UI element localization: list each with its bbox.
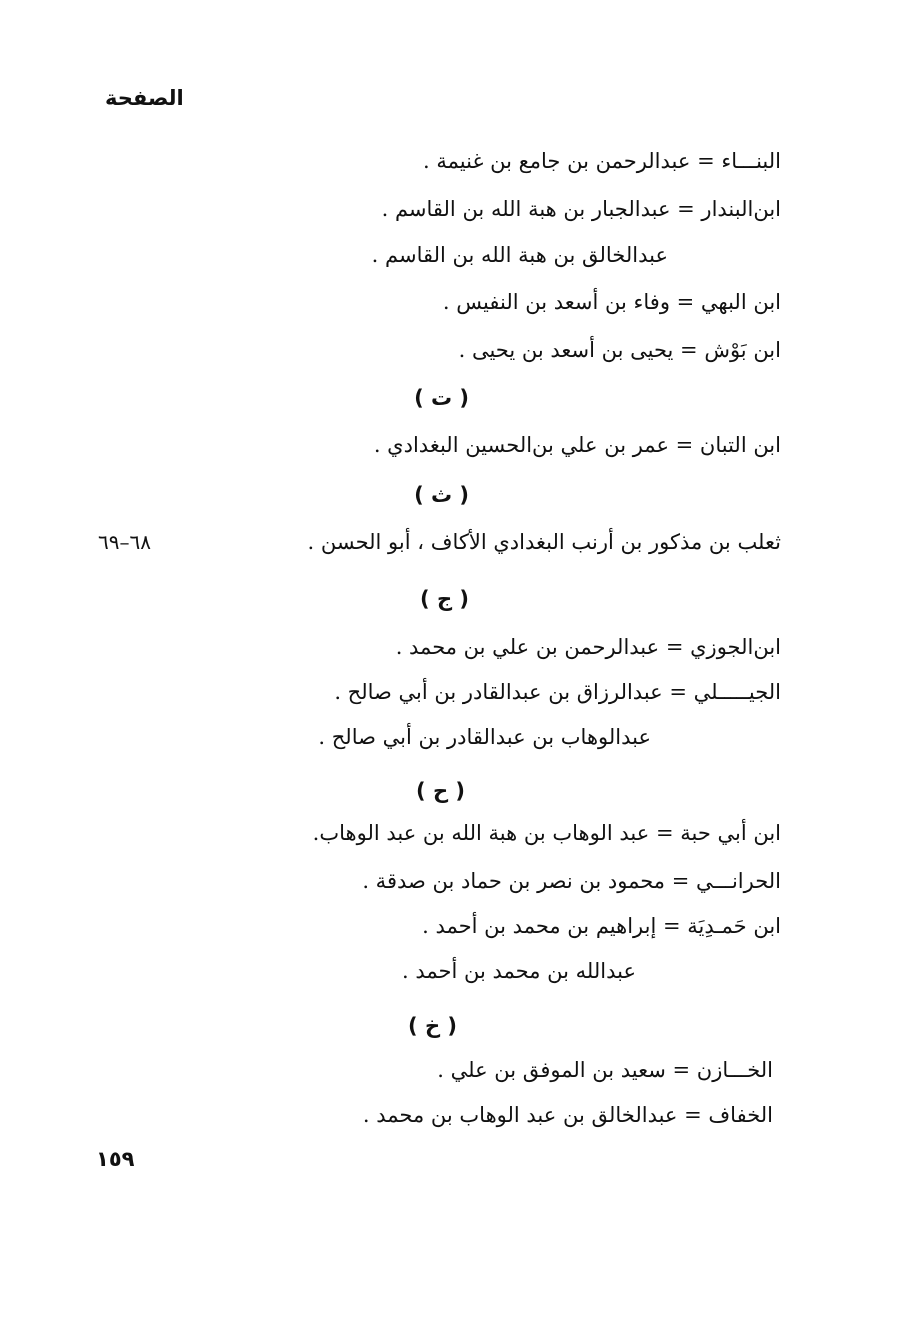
entry-line: الخفاف = عبدالخالق بن عبد الوهاب بن محمد . [362, 1103, 773, 1127]
entry-line: الحرانـــي = محمود بن نصر بن حماد بن صدقة . [362, 869, 781, 893]
section-letter: ( ج ) [420, 587, 469, 611]
entry-line: ابن بَوْش = يحيى بن أسعد بن يحيى . [458, 338, 781, 362]
entry-line: ابن التبان = عمر بن علي بن‌الحسين البغدادي . [373, 433, 781, 457]
entry-line: البنـــاء = عبدالرحمن بن جامع بن غنيمة . [423, 149, 781, 173]
page-number: ١٥٩ [96, 1147, 135, 1171]
entry-line: الجيـــــلي = عبدالرزاق بن عبدالقادر بن أبي صالح . [334, 680, 781, 704]
entry-line: ابن أبي حبة = عبد الوهاب بن هبة الله بن عبد الوهاب. [312, 821, 781, 845]
page-reference: ٦٨–٦٩ [98, 530, 151, 554]
entry-line: عبدالوهاب بن عبدالقادر بن أبي صالح . [318, 725, 651, 749]
section-letter: ( ت ) [414, 386, 469, 410]
entry-line: عبدالله بن محمد بن أحمد . [402, 959, 636, 983]
entry-line: ابن حَمـدِيَة = إبراهيم بن محمد بن أحمد . [422, 914, 781, 938]
section-letter: ( ث ) [414, 483, 469, 507]
entry-line: عبدالخالق بن هبة الله بن القاسم . [371, 243, 668, 267]
entry-line: ابن البهي = وفاء بن أسعد بن النفيس . [442, 290, 781, 314]
entry-line: ابن‌البندار = عبدالجبار بن هبة الله بن القاسم . [381, 197, 781, 221]
section-letter: ( ح ) [416, 779, 465, 803]
page-header: الصفحة [105, 86, 184, 110]
entry-line: ثعلب بن مذكور بن أرنب البغدادي الأكاف ، أبو الحسن . [307, 530, 781, 554]
entry-line: ابن‌الجوزي = عبدالرحمن بن علي بن محمد . [395, 635, 781, 659]
section-letter: ( خ ) [408, 1014, 457, 1038]
entry-line: الخـــازن = سعيد بن الموفق بن علي . [437, 1058, 773, 1082]
